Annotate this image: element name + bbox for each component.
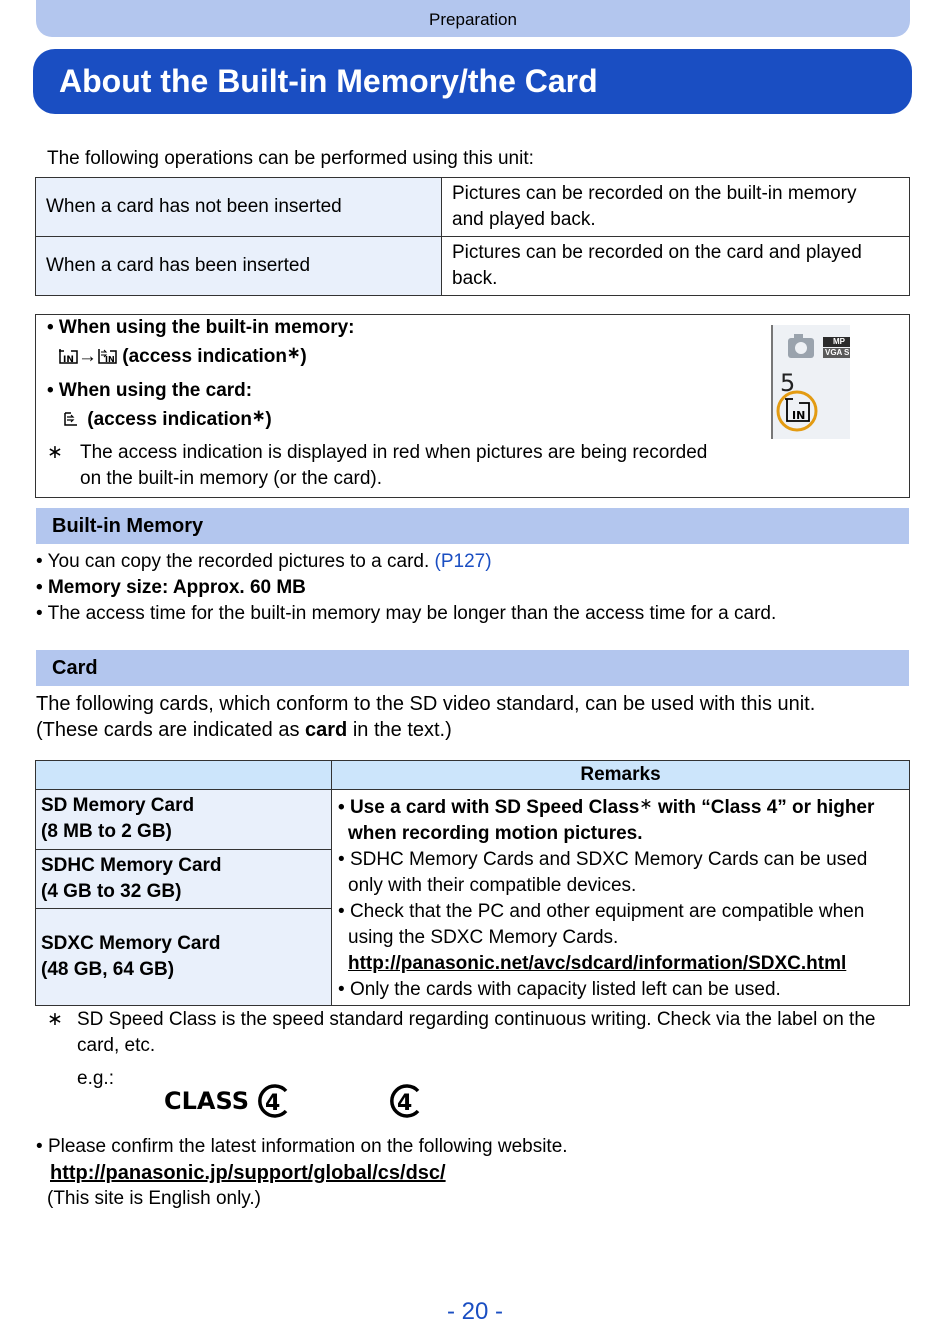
card-type-cell: [36, 909, 332, 1006]
result-line: Pictures can be recorded on the built-in memory: [452, 183, 857, 204]
indication-label: (access indication: [87, 409, 253, 430]
support-website-link[interactable]: http://panasonic.jp/support/global/cs/dsc/: [50, 1162, 446, 1184]
intro-bold: card: [305, 719, 348, 741]
card-type-name: SDHC Memory Card: [41, 854, 222, 876]
class-number: 4: [265, 1091, 281, 1116]
operations-table: [35, 177, 910, 296]
condition-cell: When a card has been inserted: [36, 237, 442, 296]
screen-label-mp: MP: [833, 337, 845, 346]
intro-text: The following operations can be performed using this unit:: [47, 148, 534, 169]
built-in-memory-icon: [58, 348, 78, 364]
website-note: (This site is English only.): [47, 1188, 261, 1209]
page-title: About the Built-in Memory/the Card: [33, 49, 912, 114]
svg-text:IN: IN: [792, 409, 806, 422]
class4-symbol-logo: [388, 1083, 424, 1119]
class-number: 4: [397, 1091, 413, 1116]
card-access-icon: [62, 411, 82, 427]
intro-text: (These cards are indicated as: [36, 719, 306, 741]
access-note-line: The access indication is displayed in red when pictures are being recorded: [80, 442, 708, 463]
footnote-line: card, etc.: [77, 1035, 156, 1056]
card-type-cell: [36, 849, 332, 909]
page-reference-link[interactable]: (P127): [434, 551, 492, 572]
memory-heading: • When using the built-in memory:: [47, 317, 355, 338]
remark-text: Check that the PC and other equipment are compatible when using the SDXC Memory Cards.: [348, 901, 865, 948]
remarks-header: Remarks: [332, 761, 910, 790]
list-item: • Memory size: Approx. 60 MB: [36, 577, 306, 598]
remark-text: Use a card with SD Speed Class: [349, 797, 640, 818]
intro-text: in the text.): [347, 719, 452, 741]
bullet-text: The access time for the built-in memory may be longer than the access time for a card.: [47, 603, 777, 624]
card-heading-bar: Card: [36, 650, 909, 686]
footnote-star: ∗: [639, 796, 653, 813]
screen-label-vga: VGA: [825, 348, 843, 357]
card-type-cell: [36, 790, 332, 850]
speed-class-icon: [256, 1083, 292, 1119]
remarks-cell: [332, 790, 910, 1006]
remark-item: • Use a card with SD Speed Class∗ with “Class 4” or higher when recording motion pictures.: [338, 796, 875, 844]
card-type-range: (4 GB to 32 GB): [41, 880, 182, 902]
card-indication: [62, 404, 272, 433]
card-table: [35, 760, 910, 1006]
svg-text:IN: IN: [105, 355, 115, 364]
arrow-symbol: →: [78, 346, 97, 367]
website-text: Please confirm the latest information on the following website.: [47, 1136, 568, 1157]
result-line: Pictures can be recorded on the card and played: [452, 242, 862, 263]
list-item: • You can copy the recorded pictures to a card. (P127): [36, 551, 492, 572]
card-type-range: (8 MB to 2 GB): [41, 821, 172, 843]
screen-label-s: S: [844, 348, 850, 357]
result-line: back.: [452, 268, 498, 289]
card-type-name: SDXC Memory Card: [41, 933, 221, 955]
sdxc-info-link[interactable]: http://panasonic.net/avc/sdcard/information/SDXC.html: [348, 953, 847, 974]
list-item: • The access time for the built-in memory may be longer than the access time for a card.: [36, 603, 777, 624]
access-note-star: ∗: [47, 442, 63, 463]
class4-logo: [164, 1083, 294, 1119]
result-cell: [442, 237, 910, 296]
paren: ): [300, 346, 307, 367]
result-cell: [442, 178, 910, 237]
remark-text: SDHC Memory Cards and SDXC Memory Cards can be used only with their compatible devices.: [348, 849, 868, 896]
section-tab: Preparation: [36, 0, 910, 37]
table-row: [36, 178, 910, 237]
page-number: - 20 -: [446, 1298, 503, 1325]
table-header-row: [36, 761, 910, 790]
remark-text: Only the cards with capacity listed left can be used.: [349, 979, 781, 1000]
condition-cell: When a card has not been inserted: [36, 178, 442, 237]
built-in-memory-access-icon: [97, 348, 117, 364]
speed-class-symbol-icon: [388, 1083, 424, 1119]
card-type-range: (48 GB, 64 GB): [41, 959, 175, 981]
bullet-text: You can copy the recorded pictures to a card.: [47, 551, 430, 572]
footnote-star: ∗: [47, 1009, 63, 1030]
remark-item: • Only the cards with capacity listed left can be used.: [338, 979, 781, 1000]
example-label: e.g.:: [77, 1068, 114, 1089]
memory-indication: [58, 341, 307, 370]
card-intro-line: [36, 717, 452, 743]
card-type-name: SD Memory Card: [41, 795, 195, 817]
camera-screen-thumbnail: [771, 325, 850, 439]
footnote-star: ∗: [287, 345, 301, 362]
access-note-line: on the built-in memory (or the card).: [80, 468, 383, 489]
footnote-line: SD Speed Class is the speed standard regarding continuous writing. Check via the label on the: [77, 1009, 876, 1030]
header-blank-cell: [36, 761, 332, 790]
result-line: and played back.: [452, 209, 596, 230]
class-text: CLASS: [164, 1087, 249, 1115]
svg-text:IN: IN: [63, 355, 74, 364]
bullet-text: Memory size: Approx. 60 MB: [47, 577, 306, 598]
list-item: • Please confirm the latest information on the following website.: [36, 1136, 568, 1157]
card-heading: • When using the card:: [47, 380, 253, 401]
paren: ): [265, 409, 272, 430]
table-row: [36, 237, 910, 296]
footnote-star: ∗: [252, 408, 266, 425]
remark-item: • Check that the PC and other equipment are compatible when using the SDXC Memory Cards.: [338, 901, 865, 948]
remark-text: with “Class 4” or higher when recording motion pictures.: [348, 797, 875, 844]
table-row: [36, 790, 910, 850]
builtin-memory-heading: Built-in Memory: [36, 508, 909, 544]
screen-digit: 5: [780, 369, 796, 397]
remark-item: • SDHC Memory Cards and SDXC Memory Cards can be used only with their compatible devices.: [338, 849, 868, 896]
indication-label: (access indication: [122, 346, 288, 367]
card-intro-line: The following cards, which conform to the SD video standard, can be used with this unit.: [36, 693, 816, 715]
